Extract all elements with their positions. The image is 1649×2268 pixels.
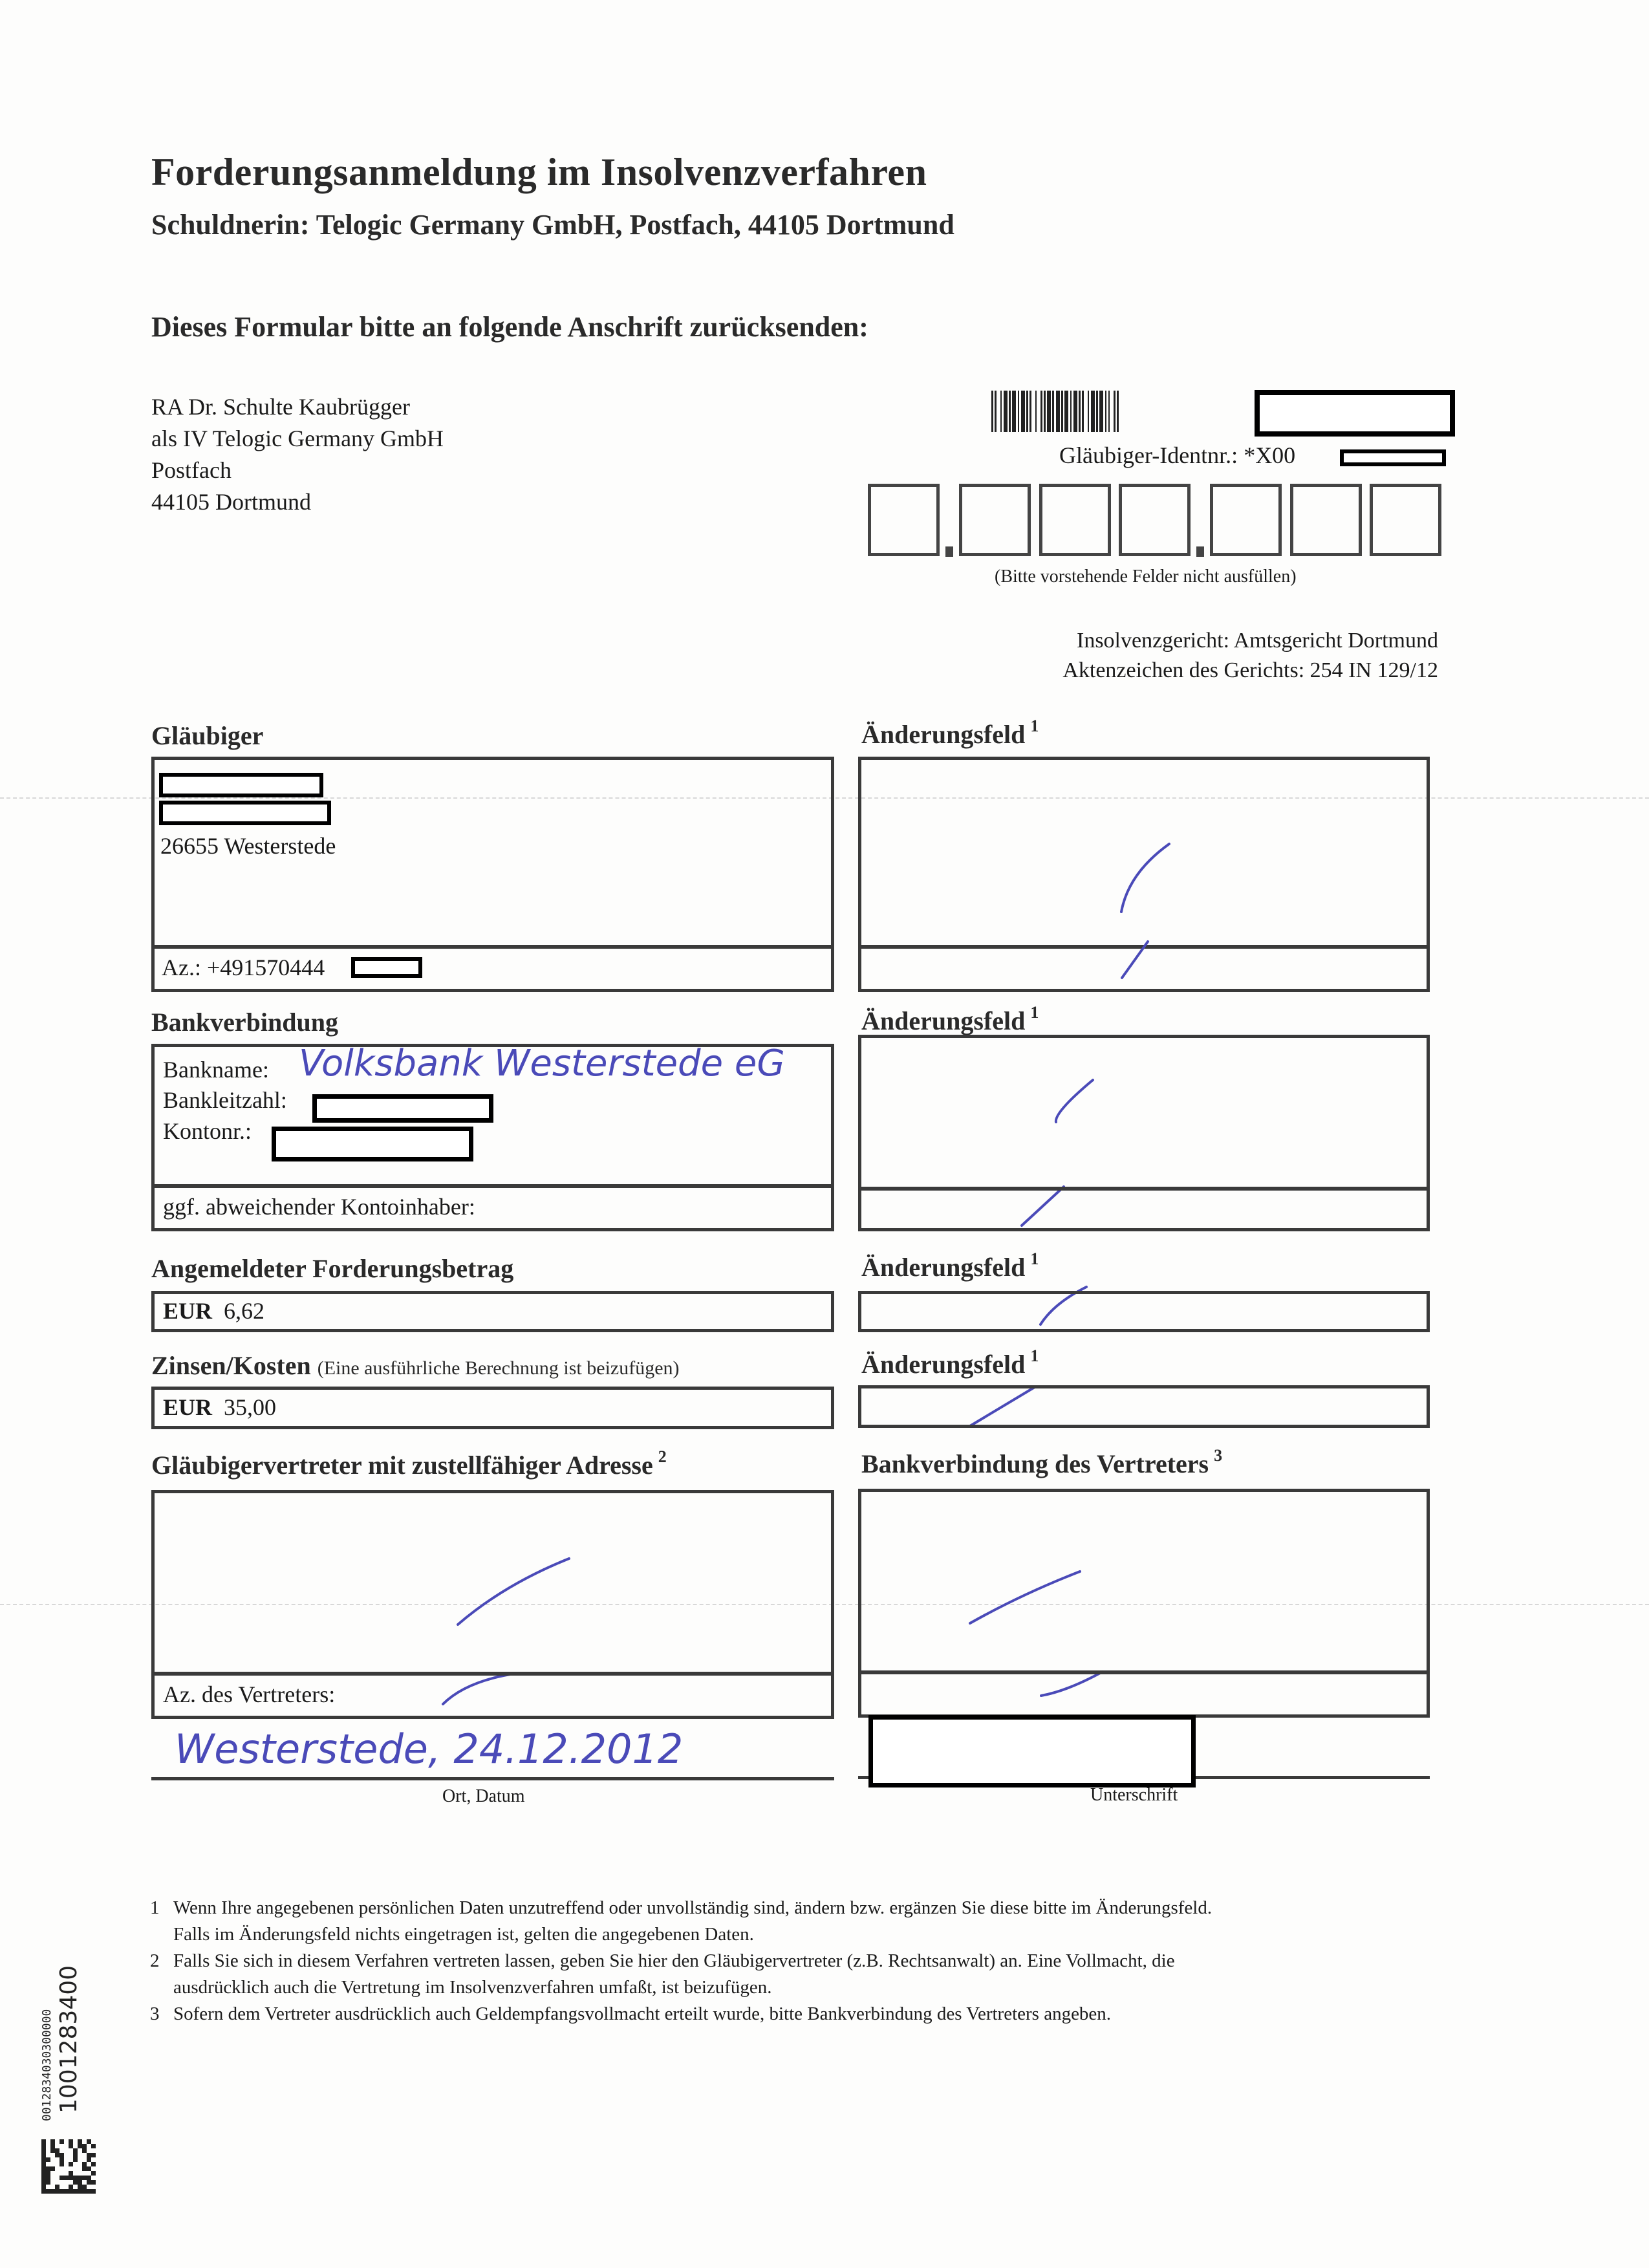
datamatrix-module bbox=[87, 2157, 91, 2162]
recipient-line: Postfach bbox=[151, 457, 232, 483]
pen-mark-strike bbox=[1122, 942, 1148, 978]
datamatrix-module bbox=[82, 2162, 87, 2166]
datamatrix-module bbox=[46, 2157, 50, 2162]
datamatrix-module bbox=[87, 2139, 91, 2144]
datamatrix-module bbox=[82, 2189, 87, 2194]
datamatrix-module bbox=[64, 2189, 69, 2194]
datamatrix-module bbox=[91, 2153, 96, 2157]
datamatrix-module bbox=[41, 2171, 46, 2176]
datamatrix-module bbox=[91, 2162, 96, 2166]
datamatrix-module bbox=[41, 2153, 46, 2157]
datamatrix-module bbox=[73, 2189, 78, 2194]
datamatrix-module bbox=[59, 2162, 64, 2166]
margin-small-code: 0012834030300000 bbox=[40, 2009, 54, 2121]
bank-name-value[interactable]: Volksbank Westerstede eG bbox=[299, 1042, 785, 1085]
datamatrix-module bbox=[69, 2144, 73, 2148]
change-field-label: Änderungsfeld bbox=[861, 1006, 1026, 1035]
place-date-line bbox=[151, 1777, 834, 1780]
footnote bbox=[150, 1948, 1443, 2001]
redaction-box bbox=[868, 1715, 1196, 1787]
footnote-text: Sofern dem Vertreter ausdrücklich auch Geldempfangsvollmacht erteilt wurde, bitte Bankverbindung des Vertreters angeben. bbox=[173, 2003, 1112, 2024]
footnote-ref: 3 bbox=[1214, 1446, 1223, 1465]
footnote-text: ausdrücklich auch die Vertretung im Insolvenzverfahren umfaßt, ist beizufügen. bbox=[173, 1977, 772, 1998]
datamatrix-module bbox=[41, 2144, 46, 2148]
datamatrix-module bbox=[46, 2176, 50, 2180]
representative-heading bbox=[151, 1447, 667, 1480]
creditor-city: 26655 Westerstede bbox=[160, 833, 336, 859]
datamatrix-module bbox=[59, 2157, 64, 2162]
datamatrix-module bbox=[50, 2144, 55, 2148]
datamatrix-module bbox=[59, 2139, 64, 2144]
datamatrix-module bbox=[82, 2185, 87, 2189]
footnote-text: Falls Sie sich in diesem Verfahren vertreten lassen, geben Sie hier den Gläubigervertreter (z.B. Rechtsanwalt) an. Eine Vollmacht, die bbox=[173, 1950, 1175, 1971]
interest-note: (Eine ausführliche Berechnung ist beizufügen) bbox=[317, 1357, 680, 1379]
return-instruction: Dieses Formular bitte an folgende Anschrift zurücksenden: bbox=[151, 311, 868, 343]
footnote-ref: 2 bbox=[658, 1447, 667, 1466]
claim-heading: Angemeldeter Forderungsbetrag bbox=[151, 1254, 514, 1283]
datamatrix-module bbox=[91, 2189, 96, 2194]
datamatrix-module bbox=[87, 2166, 91, 2171]
datamatrix-module bbox=[46, 2189, 50, 2194]
change-field-heading bbox=[861, 1346, 1039, 1379]
representative-address-field[interactable] bbox=[151, 1490, 834, 1675]
datamatrix-module bbox=[78, 2189, 82, 2194]
footnote-ref: 1 bbox=[1030, 1003, 1039, 1022]
datamatrix-module bbox=[41, 2139, 46, 2144]
datamatrix-module bbox=[64, 2176, 69, 2180]
datamatrix-module bbox=[46, 2171, 50, 2176]
footnote bbox=[150, 1895, 1443, 1948]
datamatrix-module bbox=[82, 2144, 87, 2148]
footnote-text: Wenn Ihre angegebenen persönlichen Daten unzutreffend oder unvollständig sind, ändern bzw. ergänzen Sie diese bitte im Änderungsfeld. bbox=[173, 1897, 1212, 1918]
datamatrix-code bbox=[41, 2139, 96, 2194]
place-date-label: Ort, Datum bbox=[442, 1786, 525, 1806]
datamatrix-module bbox=[59, 2153, 64, 2157]
fields-note: (Bitte vorstehende Felder nicht ausfüllen) bbox=[995, 567, 1297, 587]
interest-heading bbox=[151, 1350, 680, 1381]
footnote-number: 3 bbox=[150, 2003, 160, 2024]
footnote-ref: 1 bbox=[1030, 717, 1039, 735]
interest-amount bbox=[163, 1394, 276, 1421]
bank-name-label: Bankname: bbox=[163, 1057, 269, 1083]
datamatrix-module bbox=[78, 2176, 82, 2180]
pen-mark-strike bbox=[1121, 844, 1169, 912]
place-date-value[interactable]: Westerstede, 24.12.2012 bbox=[175, 1725, 684, 1773]
rep-bank-field[interactable] bbox=[858, 1489, 1430, 1674]
footnote-number: 2 bbox=[150, 1950, 160, 1971]
datamatrix-module bbox=[91, 2144, 96, 2148]
datamatrix-module bbox=[55, 2185, 59, 2189]
signature-label: Unterschrift bbox=[1090, 1785, 1178, 1805]
change-field-box[interactable] bbox=[858, 1385, 1430, 1428]
datamatrix-module bbox=[41, 2162, 46, 2166]
interest-currency: EUR bbox=[163, 1394, 213, 1420]
change-field-heading bbox=[861, 1003, 1039, 1036]
datamatrix-module bbox=[46, 2180, 50, 2185]
datamatrix-module bbox=[69, 2176, 73, 2180]
datamatrix-module bbox=[59, 2176, 64, 2180]
bank-code-label: Bankleitzahl: bbox=[163, 1087, 287, 1113]
datamatrix-module bbox=[78, 2180, 82, 2185]
change-field-box[interactable] bbox=[858, 1291, 1430, 1332]
redaction-box bbox=[272, 1127, 473, 1161]
recipient-line: als IV Telogic Germany GmbH bbox=[151, 426, 444, 451]
datamatrix-module bbox=[55, 2148, 59, 2153]
datamatrix-module bbox=[41, 2185, 46, 2189]
datamatrix-module bbox=[41, 2166, 46, 2171]
change-field-heading bbox=[861, 1249, 1039, 1282]
datamatrix-module bbox=[55, 2153, 59, 2157]
datamatrix-module bbox=[73, 2157, 78, 2162]
claim-value: 6,62 bbox=[224, 1298, 265, 1324]
footnote-ref: 1 bbox=[1030, 1249, 1039, 1268]
bank-heading: Bankverbindung bbox=[151, 1008, 339, 1037]
datamatrix-module bbox=[87, 2176, 91, 2180]
datamatrix-module bbox=[69, 2162, 73, 2166]
rep-bank-heading bbox=[861, 1446, 1223, 1479]
datamatrix-module bbox=[55, 2189, 59, 2194]
claim-currency: EUR bbox=[163, 1298, 213, 1324]
document-title: Forderungsanmeldung im Insolvenzverfahren bbox=[151, 151, 927, 193]
change-field-label: Änderungsfeld bbox=[861, 720, 1026, 749]
creditor-id-label: Gläubiger-Identnr.: *X00 bbox=[1059, 442, 1296, 468]
footnote-number: 1 bbox=[150, 1897, 160, 1918]
datamatrix-module bbox=[73, 2148, 78, 2153]
change-field-label: Änderungsfeld bbox=[861, 1350, 1026, 1379]
datamatrix-module bbox=[78, 2185, 82, 2189]
change-field-box[interactable] bbox=[858, 1187, 1430, 1231]
creditor-heading: Gläubiger bbox=[151, 721, 264, 750]
redaction-box bbox=[312, 1094, 493, 1123]
datamatrix-module bbox=[50, 2148, 55, 2153]
datamatrix-module bbox=[50, 2189, 55, 2194]
datamatrix-module bbox=[87, 2153, 91, 2157]
recipient-line: 44105 Dortmund bbox=[151, 489, 311, 515]
account-holder-label: ggf. abweichender Kontoinhaber: bbox=[163, 1194, 475, 1220]
account-number-label: Kontonr.: bbox=[163, 1118, 252, 1144]
datamatrix-module bbox=[73, 2180, 78, 2185]
datamatrix-module bbox=[82, 2166, 87, 2171]
case-number: Aktenzeichen des Gerichts: 254 IN 129/12 bbox=[1062, 658, 1438, 682]
interest-title: Zinsen/Kosten bbox=[151, 1351, 311, 1380]
datamatrix-module bbox=[82, 2176, 87, 2180]
datamatrix-module bbox=[50, 2139, 55, 2144]
representative-reference-label: Az. des Vertreters: bbox=[163, 1681, 336, 1707]
court-line: Insolvenzgericht: Amtsgericht Dortmund bbox=[1077, 629, 1438, 653]
datamatrix-module bbox=[78, 2139, 82, 2144]
debtor-line: Schuldnerin: Telogic Germany GmbH, Postfach, 44105 Dortmund bbox=[151, 209, 954, 241]
datamatrix-module bbox=[91, 2171, 96, 2176]
creditor-reference: Az.: +491570444 bbox=[162, 955, 325, 980]
datamatrix-module bbox=[73, 2153, 78, 2157]
datamatrix-module bbox=[73, 2176, 78, 2180]
datamatrix-module bbox=[87, 2180, 91, 2185]
datamatrix-module bbox=[59, 2189, 64, 2194]
datamatrix-module bbox=[87, 2189, 91, 2194]
recipient-line: RA Dr. Schulte Kaubrügger bbox=[151, 394, 410, 420]
representative-title: Gläubigervertreter mit zustellfähiger Adresse bbox=[151, 1451, 653, 1480]
datamatrix-module bbox=[41, 2176, 46, 2180]
footnote bbox=[150, 2001, 1443, 2027]
margin-large-code: 1001283400 bbox=[56, 1965, 82, 2113]
rep-bank-field[interactable] bbox=[858, 1671, 1430, 1718]
rep-bank-title: Bankverbindung des Vertreters bbox=[861, 1449, 1209, 1478]
datamatrix-module bbox=[78, 2144, 82, 2148]
footnote-text: Falls im Änderungsfeld nichts eingetragen ist, gelten die angegebenen Daten. bbox=[173, 1924, 754, 1945]
datamatrix-module bbox=[50, 2166, 55, 2171]
datamatrix-module bbox=[69, 2171, 73, 2176]
footnotes bbox=[150, 1895, 1443, 2027]
datamatrix-module bbox=[69, 2185, 73, 2189]
datamatrix-module bbox=[91, 2180, 96, 2185]
datamatrix-module bbox=[46, 2166, 50, 2171]
datamatrix-module bbox=[41, 2157, 46, 2162]
datamatrix-module bbox=[41, 2180, 46, 2185]
datamatrix-module bbox=[41, 2148, 46, 2153]
change-field-label: Änderungsfeld bbox=[861, 1253, 1026, 1282]
change-field-box[interactable] bbox=[858, 1035, 1430, 1190]
datamatrix-module bbox=[69, 2189, 73, 2194]
footnote-ref: 1 bbox=[1030, 1346, 1039, 1365]
datamatrix-module bbox=[82, 2148, 87, 2153]
datamatrix-module bbox=[69, 2139, 73, 2144]
claim-amount bbox=[163, 1297, 264, 1324]
interest-value: 35,00 bbox=[224, 1394, 277, 1420]
datamatrix-module bbox=[41, 2189, 46, 2194]
